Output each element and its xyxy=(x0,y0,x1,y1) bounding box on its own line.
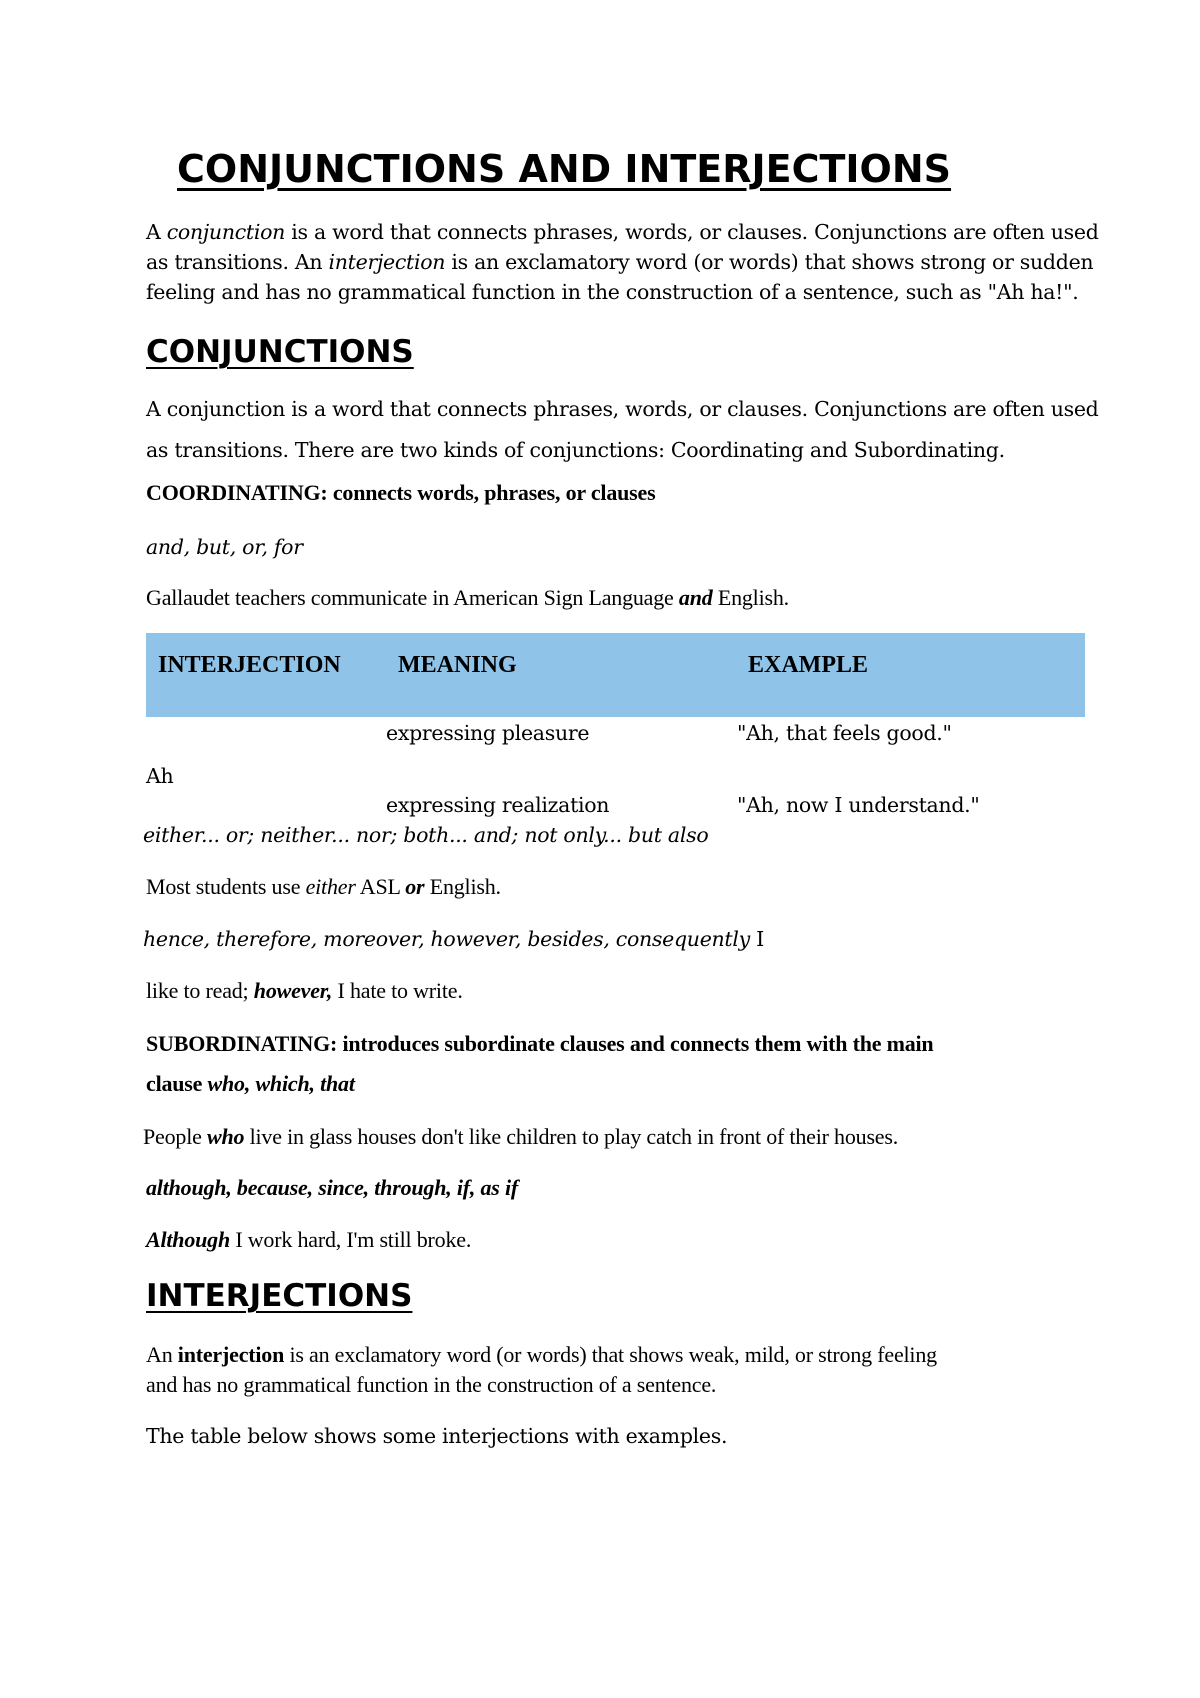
intro-line-1: A conjunction is a word that connects phrases, words, or clauses. Conjunctions are often used xyxy=(146,220,1099,244)
subordinating-list: although, because, since, through, if, as if xyxy=(146,1175,518,1200)
coordinating-list: and, but, or, for xyxy=(146,535,303,559)
subordinating-example: People who live in glass houses don't like children to play catch in front of their houses. xyxy=(143,1124,899,1149)
correlative-example: Most students use either ASL or English. xyxy=(146,874,501,899)
intro-line-2: as transitions. An interjection is an exclamatory word (or words) that shows strong or sudden xyxy=(146,250,1094,274)
coordinating-example: Gallaudet teachers communicate in American Sign Language and English. xyxy=(146,585,789,610)
conjunctions-heading: CONJUNCTIONS xyxy=(146,334,414,370)
interjections-definition-line-1: An interjection is an exclamatory word (or words) that shows weak, mild, or strong feeling xyxy=(146,1342,937,1367)
interjections-table-intro: The table below shows some interjections with examples. xyxy=(146,1424,728,1448)
table-cell-example: "Ah, that feels good." xyxy=(737,721,952,745)
interjections-definition-line-2: and has no grammatical function in the construction of a sentence. xyxy=(146,1372,717,1397)
coordinating-heading: COORDINATING: connects words, phrases, or clauses xyxy=(146,480,656,505)
table-cell-example: "Ah, now I understand." xyxy=(737,793,980,817)
table-header-interjection: INTERJECTION xyxy=(158,652,341,678)
table-cell-meaning: expressing pleasure xyxy=(386,721,590,745)
conjunctions-definition-line-1: A conjunction is a word that connects phrases, words, or clauses. Conjunctions are often used xyxy=(146,397,1099,421)
conjunctions-definition-line-2: as transitions. There are two kinds of conjunctions: Coordinating and Subordinating. xyxy=(146,438,1005,462)
table-header-meaning: MEANING xyxy=(398,652,517,678)
subordinating-heading-line-2: clause who, which, that xyxy=(146,1071,355,1096)
intro-line-3: feeling and has no grammatical function in the construction of a sentence, such as "Ah ha!". xyxy=(146,280,1079,304)
table-header-example: EXAMPLE xyxy=(748,652,868,678)
correlative-list: either... or; neither... nor; both... and; not only... but also xyxy=(143,823,709,847)
subordinating-heading: SUBORDINATING: introduces subordinate clauses and connects them with the main xyxy=(146,1031,934,1056)
subordinating-example-2: Although I work hard, I'm still broke. xyxy=(146,1227,472,1252)
conjunctive-example: like to read; however, I hate to write. xyxy=(146,978,463,1003)
table-cell-meaning: expressing realization xyxy=(386,793,610,817)
conjunctive-adverbs-list: hence, therefore, moreover, however, besides, consequently I xyxy=(143,927,764,951)
table-cell-interjection: Ah xyxy=(146,764,174,788)
page-title: CONJUNCTIONS AND INTERJECTIONS xyxy=(177,147,952,191)
interjections-heading: INTERJECTIONS xyxy=(146,1278,413,1314)
